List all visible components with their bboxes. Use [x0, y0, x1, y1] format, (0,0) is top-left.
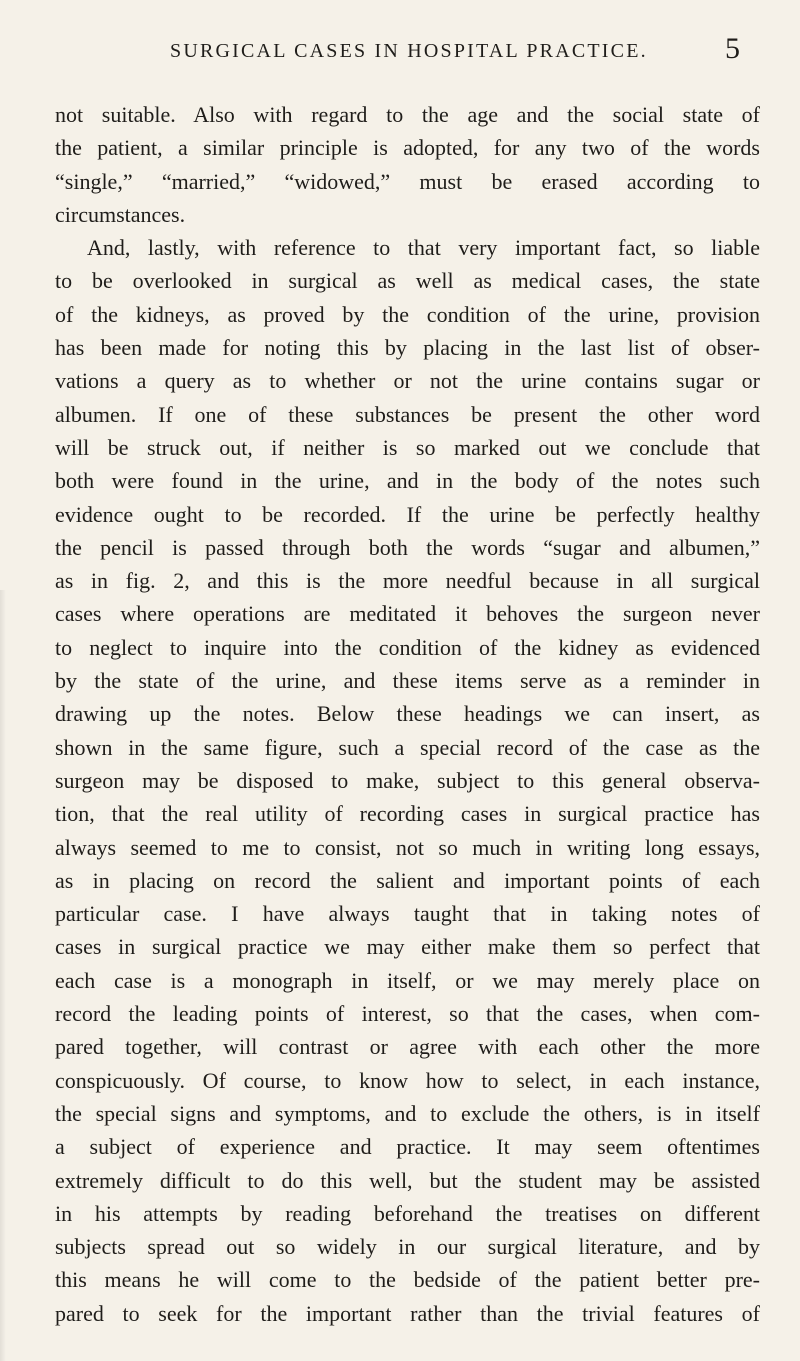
- text-line: a subject of experience and practice. It may seem oftentimes: [55, 1134, 760, 1160]
- text-line: both were found in the urine, and in the body of the notes such: [55, 468, 760, 494]
- text-line: And, lastly, with reference to that very important fact, so liable: [87, 235, 760, 261]
- text-line: as in placing on record the salient and important points of each: [55, 867, 760, 893]
- text-line: the patient, a similar principle is adopted, for any two of the words: [55, 135, 760, 161]
- text-line: this means he will come to the bedside of the patient better pre-: [55, 1267, 760, 1293]
- text-line: by the state of the urine, and these items serve as a reminder in: [55, 668, 760, 694]
- text-line: not suitable. Also with regard to the age and the social state of: [55, 102, 760, 127]
- text-line: to neglect to inquire into the condition of the kidney as evidenced: [55, 634, 760, 660]
- text-line: albumen. If one of these substances be present the other word: [55, 401, 760, 427]
- text-line: the pencil is passed through both the words “sugar and albumen,”: [55, 534, 760, 560]
- text-line: subjects spread out so widely in our surgical literature, and by: [55, 1234, 760, 1260]
- text-line: of the kidneys, as proved by the condition of the urine, provision: [55, 301, 760, 327]
- text-line: particular case. I have always taught that in taking notes of: [55, 901, 760, 927]
- text-line: in his attempts by reading beforehand the treatises on different: [55, 1200, 760, 1226]
- text-line: vations a query as to whether or not the urine contains sugar or: [55, 368, 760, 394]
- body-text: [55, 98, 760, 1330]
- text-line: always seemed to me to consist, not so much in writing long essays,: [55, 834, 760, 860]
- running-head: [170, 32, 740, 70]
- text-line: cases in surgical practice we may either make them so perfect that: [55, 934, 760, 960]
- text-line: conspicuously. Of course, to know how to select, in each instance,: [55, 1067, 760, 1093]
- text-line: to be overlooked in surgical as well as medical cases, the state: [55, 268, 760, 294]
- text-line: as in fig. 2, and this is the more needful because in all surgical: [55, 568, 760, 594]
- text-line: surgeon may be disposed to make, subject to this general observa-: [55, 767, 760, 793]
- text-line: cases where operations are meditated it behoves the surgeon never: [55, 601, 760, 627]
- text-line: will be struck out, if neither is so marked out we conclude that: [55, 434, 760, 460]
- text-line: has been made for noting this by placing in the last list of obser-: [55, 335, 760, 361]
- text-line: evidence ought to be recorded. If the urine be perfectly healthy: [55, 501, 760, 527]
- text-line: record the leading points of interest, so that the cases, when com-: [55, 1001, 760, 1027]
- text-line: each case is a monograph in itself, or we may merely place on: [55, 967, 760, 993]
- text-line: circumstances.: [55, 201, 186, 227]
- page-edge-shadow: [0, 590, 6, 1361]
- text-line: pared together, will contrast or agree with each other the more: [55, 1034, 760, 1060]
- text-line: shown in the same figure, such a special record of the case as the: [55, 734, 760, 760]
- text-line: tion, that the real utility of recording cases in surgical practice has: [55, 801, 760, 827]
- text-line: “single,” “married,” “widowed,” must be erased according to: [55, 168, 760, 194]
- text-line: pared to seek for the important rather than the trivial features of: [55, 1300, 760, 1326]
- text-line: the special signs and symptoms, and to exclude the others, is in itself: [55, 1100, 760, 1126]
- running-title: SURGICAL CASES IN HOSPITAL PRACTICE.: [170, 40, 648, 62]
- text-line: drawing up the notes. Below these headings we can insert, as: [55, 701, 760, 727]
- text-line: extremely difficult to do this well, but the student may be assisted: [55, 1167, 760, 1193]
- page-number: 5: [725, 32, 740, 65]
